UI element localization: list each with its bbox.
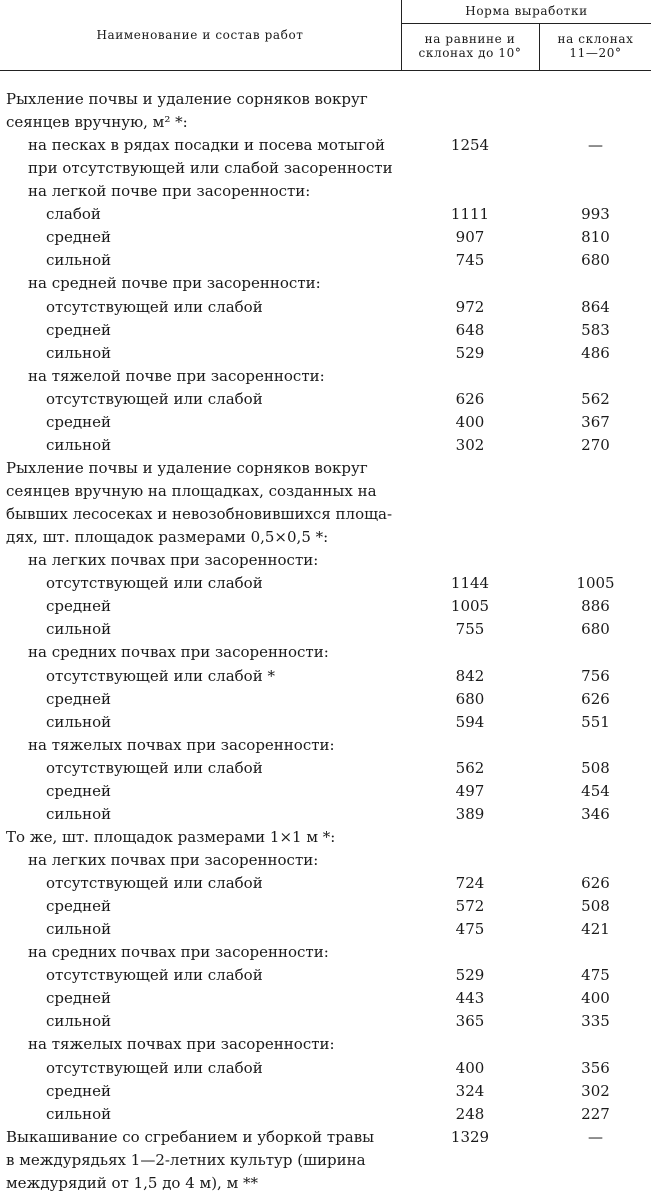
row-label: средней <box>46 781 111 800</box>
row-value-plain: 842 <box>455 666 485 685</box>
row-value-plain: 594 <box>455 712 485 731</box>
header-plain-line1: на равнине и <box>424 32 516 46</box>
table-row <box>0 1103 651 1126</box>
row-value-plain: 745 <box>455 251 485 270</box>
row-label: сеянцев вручную, м² *: <box>6 113 188 132</box>
table-row <box>0 88 651 111</box>
row-value-plain: 302 <box>455 435 485 454</box>
table-row <box>0 226 651 249</box>
row-value-slope: 421 <box>581 920 610 939</box>
row-value-plain: 475 <box>455 920 485 939</box>
row-label: на легких почвах при засоренности: <box>28 551 319 570</box>
row-label: сильной <box>46 1012 112 1031</box>
row-value-slope: 486 <box>581 343 610 362</box>
row-value-slope: 475 <box>581 966 610 985</box>
row-label: сильной <box>46 1104 112 1123</box>
table-row <box>0 1149 651 1172</box>
row-value-plain: 400 <box>455 1058 485 1077</box>
row-value-plain: 572 <box>455 897 485 916</box>
table-row <box>0 526 651 549</box>
table-row <box>0 941 651 964</box>
row-value-slope: 227 <box>581 1104 610 1123</box>
row-value-slope: 810 <box>581 228 610 247</box>
row-label: сильной <box>46 920 112 939</box>
row-value-slope: 551 <box>581 712 610 731</box>
header-name-column: Наименование и состав работ <box>96 28 304 42</box>
table-row <box>0 272 651 295</box>
row-label: отсутствующей или слабой <box>46 966 263 985</box>
table-row <box>0 180 651 203</box>
row-value-plain: 1254 <box>450 136 490 155</box>
table-row <box>0 826 651 849</box>
row-value-slope: 626 <box>581 689 610 708</box>
table-row <box>0 987 651 1010</box>
table-row <box>0 1033 651 1056</box>
divider-header-bottom <box>0 70 651 71</box>
row-value-plain: 443 <box>455 989 485 1008</box>
row-label: отсутствующей или слабой * <box>46 666 275 685</box>
table-row <box>0 711 651 734</box>
row-value-slope: — <box>588 136 603 155</box>
row-label: Рыхление почвы и удаление сорняков вокруг <box>6 458 368 477</box>
row-value-plain: 365 <box>455 1012 485 1031</box>
row-value-slope: 626 <box>581 874 610 893</box>
table-row <box>0 895 651 918</box>
table-row <box>0 457 651 480</box>
header-steep-line1: на склонах <box>557 32 634 46</box>
table-row <box>0 964 651 987</box>
row-label: средней <box>46 412 111 431</box>
table-row <box>0 872 651 895</box>
row-value-plain: 1144 <box>450 574 490 593</box>
table-row <box>0 365 651 388</box>
row-label: сильной <box>46 343 112 362</box>
row-label: средней <box>46 897 111 916</box>
table-row <box>0 411 651 434</box>
row-label: отсутствующей или слабой <box>46 574 263 593</box>
row-value-plain: 680 <box>455 689 485 708</box>
table-row <box>0 342 651 365</box>
row-label: на легкой почве при засоренности: <box>28 182 311 201</box>
header-plain-slopes <box>402 32 538 60</box>
table-row <box>0 572 651 595</box>
row-value-plain: 248 <box>455 1104 485 1123</box>
row-label: сильной <box>46 620 112 639</box>
table-row <box>0 157 651 180</box>
header-steep-line2: 11—20° <box>569 46 622 60</box>
row-value-plain: 389 <box>455 804 485 823</box>
row-label: отсутствующей или слабой <box>46 389 263 408</box>
row-label: средней <box>46 989 111 1008</box>
row-value-plain: 907 <box>455 228 485 247</box>
row-label: на средней почве при засоренности: <box>28 274 321 293</box>
table-row <box>0 780 651 803</box>
row-label: на песках в рядах посадки и посева мотыгой <box>28 136 386 155</box>
table-row <box>0 803 651 826</box>
table-row <box>0 734 651 757</box>
row-label: средней <box>46 1081 111 1100</box>
row-value-plain: 1111 <box>450 205 490 224</box>
row-label: средней <box>46 689 111 708</box>
row-value-slope: — <box>588 1127 603 1146</box>
row-value-plain: 648 <box>455 320 485 339</box>
row-value-slope: 508 <box>581 897 610 916</box>
row-value-slope: 302 <box>581 1081 610 1100</box>
table-row <box>0 249 651 272</box>
row-label: на легких почвах при засоренности: <box>28 850 319 869</box>
row-value-plain: 562 <box>455 758 485 777</box>
row-value-slope: 335 <box>581 1012 610 1031</box>
row-label: сильной <box>46 435 112 454</box>
row-value-slope: 367 <box>581 412 610 431</box>
row-label: отсутствующей или слабой <box>46 1058 263 1077</box>
header-steep-slopes <box>540 32 651 60</box>
row-value-slope: 864 <box>581 297 610 316</box>
row-label: на тяжелой почве при засоренности: <box>28 366 325 385</box>
row-label: на средних почвах при засоренности: <box>28 943 329 962</box>
row-value-plain: 626 <box>455 389 485 408</box>
row-label: отсутствующей или слабой <box>46 758 263 777</box>
table-row <box>0 1126 651 1149</box>
row-label: междурядий от 1,5 до 4 м), м ** <box>6 1173 259 1192</box>
divider-left <box>401 0 402 70</box>
table-row <box>0 918 651 941</box>
row-label: на тяжелых почвах при засоренности: <box>28 1035 335 1054</box>
row-value-slope: 270 <box>581 435 610 454</box>
row-label: средней <box>46 228 111 247</box>
row-value-plain: 529 <box>455 343 485 362</box>
table-row <box>0 549 651 572</box>
row-value-plain: 400 <box>455 412 485 431</box>
row-label: Выкашивание со сгребанием и уборкой травы <box>6 1127 375 1146</box>
row-value-plain: 1005 <box>450 597 490 616</box>
row-value-plain: 755 <box>455 620 485 639</box>
table-row <box>0 849 651 872</box>
row-label: То же, шт. площадок размерами 1×1 м *: <box>6 827 336 846</box>
row-label: сильной <box>46 712 112 731</box>
row-value-slope: 886 <box>581 597 610 616</box>
row-value-plain: 497 <box>455 781 485 800</box>
row-label: сильной <box>46 251 112 270</box>
row-value-plain: 1329 <box>450 1127 490 1146</box>
row-value-slope: 508 <box>581 758 610 777</box>
row-value-slope: 756 <box>581 666 610 685</box>
row-value-slope: 454 <box>581 781 610 800</box>
row-label: отсутствующей или слабой <box>46 874 263 893</box>
table-row <box>0 688 651 711</box>
table-row <box>0 296 651 319</box>
table-row <box>0 503 651 526</box>
divider-right <box>539 23 540 70</box>
table-row <box>0 388 651 411</box>
table-row <box>0 1010 651 1033</box>
row-label: дях, шт. площадок размерами 0,5×0,5 *: <box>6 528 329 547</box>
row-label: сеянцев вручную на площадках, созданных на <box>6 482 377 501</box>
table-row <box>0 595 651 618</box>
row-label: в междурядьях 1—2-летних культур (ширина <box>6 1150 366 1169</box>
row-label: на средних почвах при засоренности: <box>28 643 329 662</box>
row-label: средней <box>46 597 111 616</box>
table-row <box>0 665 651 688</box>
row-value-slope: 1005 <box>576 574 615 593</box>
table-row <box>0 618 651 641</box>
table-row <box>0 134 651 157</box>
row-label: при отсутствующей или слабой засоренности <box>28 159 393 178</box>
table-row <box>0 319 651 342</box>
row-value-plain: 972 <box>455 297 485 316</box>
table-row <box>0 1172 651 1195</box>
row-label: сильной <box>46 804 112 823</box>
table-row <box>0 1057 651 1080</box>
table-row <box>0 757 651 780</box>
table-row <box>0 203 651 226</box>
row-value-plain: 724 <box>455 874 485 893</box>
row-label: отсутствующей или слабой <box>46 297 263 316</box>
table-row <box>0 641 651 664</box>
table-row <box>0 434 651 457</box>
divider-header-sub <box>401 23 651 24</box>
header-plain-line2: склонах до 10° <box>418 46 522 60</box>
row-value-slope: 680 <box>581 251 610 270</box>
row-value-slope: 346 <box>581 804 610 823</box>
row-value-slope: 400 <box>581 989 610 1008</box>
table-row <box>0 111 651 134</box>
row-value-plain: 529 <box>455 966 485 985</box>
row-value-slope: 356 <box>581 1058 610 1077</box>
row-value-slope: 562 <box>581 389 610 408</box>
table-row <box>0 1080 651 1103</box>
row-value-plain: 324 <box>455 1081 485 1100</box>
row-value-slope: 993 <box>581 205 610 224</box>
row-value-slope: 680 <box>581 620 610 639</box>
row-label: Рыхление почвы и удаление сорняков вокруг <box>6 90 368 108</box>
row-label: средней <box>46 320 111 339</box>
row-value-slope: 583 <box>581 320 610 339</box>
row-label: на тяжелых почвах при засоренности: <box>28 735 335 754</box>
header-norm-column: Норма выработки <box>465 4 588 18</box>
row-label: бывших лесосеках и невозобновившихся площа- <box>6 505 393 524</box>
table-row <box>0 480 651 503</box>
row-label: слабой <box>46 205 101 224</box>
